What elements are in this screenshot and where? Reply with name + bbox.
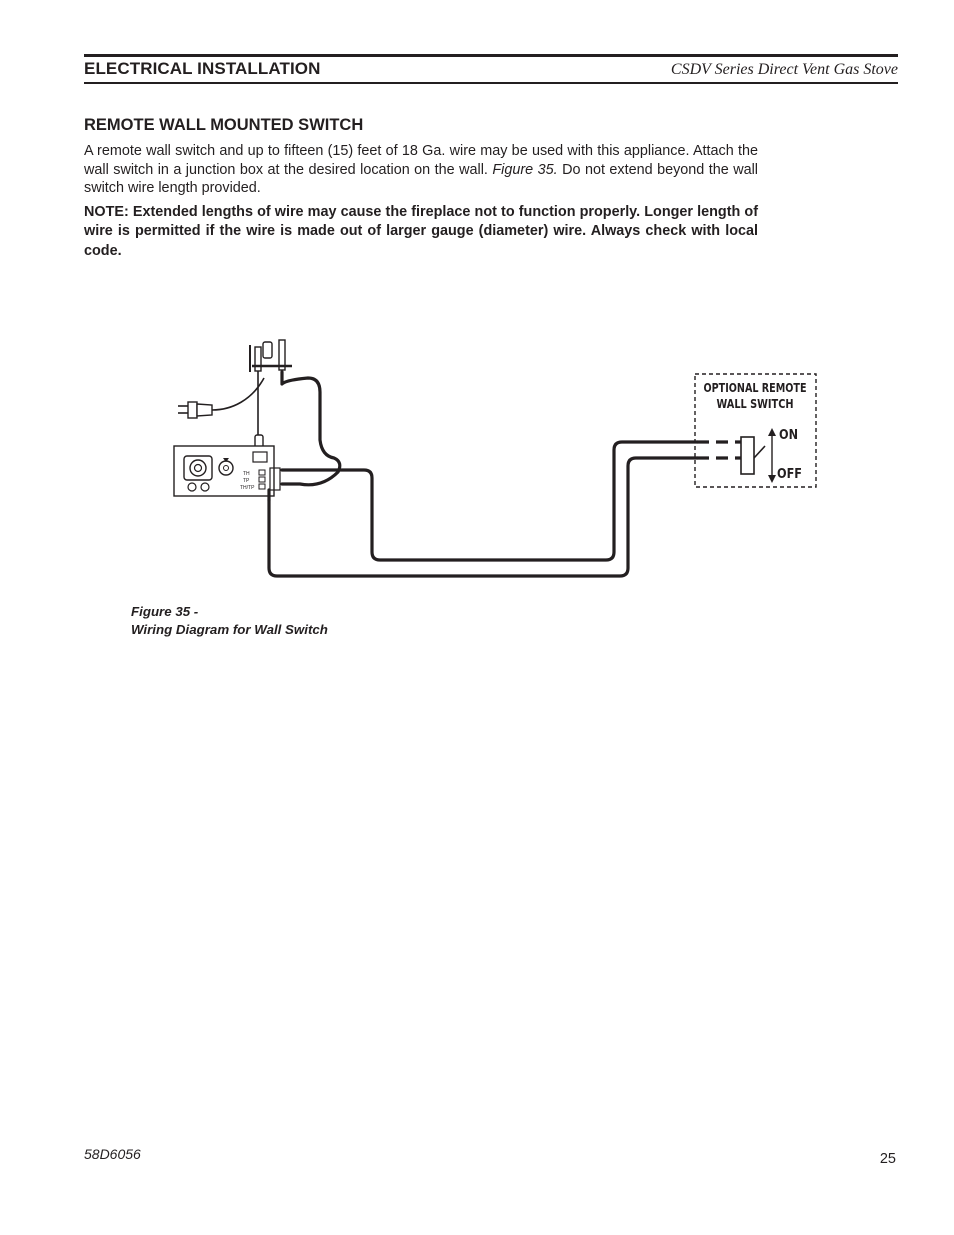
subheading: REMOTE WALL MOUNTED SWITCH [84, 116, 364, 134]
header-rule-top [84, 54, 898, 57]
paragraph-text-2: Do not extend beyond the wall switch wire length provided. [84, 161, 758, 196]
document-title: CSDV Series Direct Vent Gas Stove [670, 61, 898, 78]
note-paragraph: NOTE: Extended lengths of wire may cause the fireplace not to function properly. Longer length of wire is permitted if the wire is made out of larger gauge (diameter) wire. Always check with local code. [84, 204, 758, 259]
terminal-thtp-label: TH/TP [240, 485, 255, 491]
terminal-tp-label: TP [243, 478, 250, 484]
switch-on-label: ON [779, 428, 798, 443]
figure-caption [131, 603, 328, 639]
page-number: 25 [879, 1151, 896, 1167]
section-title: ELECTRICAL INSTALLATION [84, 59, 321, 78]
switch-box-title-line2: WALL SWITCH [716, 397, 794, 411]
wires [269, 372, 697, 576]
terminal-th-label: TH [243, 471, 250, 477]
document-code: 58D6056 [84, 1146, 141, 1162]
switch-box-title-line1: OPTIONAL REMOTE [703, 381, 807, 395]
control-module [174, 446, 280, 496]
figure-reference: Figure 35. [492, 161, 558, 178]
pilot-assembly [250, 340, 292, 459]
wiring-diagram [160, 330, 830, 592]
body-paragraph [84, 142, 758, 198]
plug [178, 378, 264, 418]
header-rule-bottom [84, 82, 898, 84]
paragraph-text-1: A remote wall switch and up to fifteen (15) feet of 18 Ga. wire may be used with this appliance. Attach the wall switch in a junction box at the desired location on the wall. [84, 143, 758, 178]
figure-caption-title: Wiring Diagram for Wall Switch [131, 622, 328, 637]
switch-off-label: OFF [777, 467, 802, 482]
figure-caption-number: Figure 35 - [131, 604, 199, 619]
